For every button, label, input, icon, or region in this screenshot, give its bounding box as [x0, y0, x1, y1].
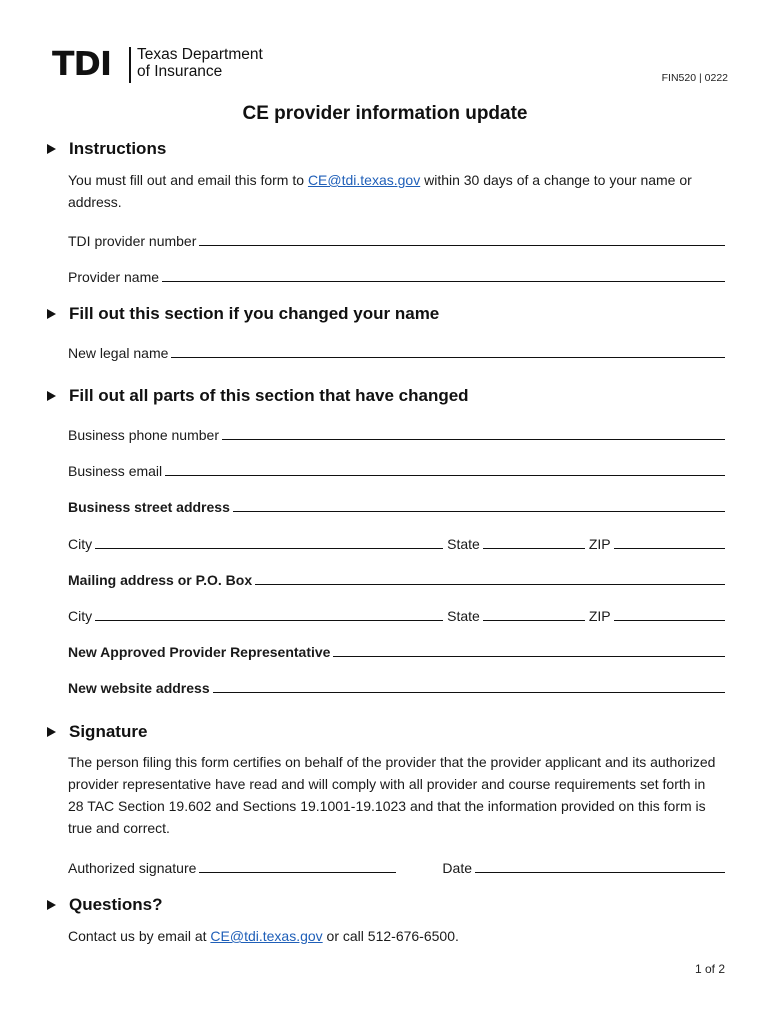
state-label: State — [447, 536, 480, 552]
street-address-label: Business street address — [68, 499, 230, 515]
page-title: CE provider information update — [242, 103, 528, 124]
provider-number-field[interactable] — [68, 229, 725, 249]
mailing-address-field[interactable] — [68, 568, 725, 588]
name-section-heading-text: Fill out this section if you changed your name — [69, 304, 440, 323]
instructions-heading-text: Instructions — [69, 139, 167, 158]
signature-date-row — [68, 856, 725, 876]
questions-heading-text: Questions? — [69, 895, 163, 914]
instructions-text — [68, 169, 728, 213]
new-legal-name-field[interactable] — [68, 341, 725, 361]
logo-divider — [129, 47, 131, 83]
new-legal-name-label: New legal name — [68, 345, 169, 361]
new-legal-name-line[interactable] — [171, 357, 725, 358]
street-address-field[interactable] — [68, 495, 725, 515]
questions-text-after: or call 512-676-6500. — [322, 928, 459, 944]
city-state-zip-row — [68, 532, 725, 552]
date-label: Date — [442, 860, 472, 876]
signature-text: The person filing this form certifies on behalf of the provider that the provider applicant and its authorized provider representative have read and will comply with all provider and course requirements set forth in 28 TAC Section 19.602 and Sections 19.1001-19.1023 and that the information provided on this form is true and correct. — [68, 754, 716, 836]
instructions-heading — [47, 139, 166, 159]
mailing-state-label: State — [447, 608, 480, 624]
page-number: 1 of 2 — [694, 962, 725, 976]
instructions-text-before: You must fill out and email this form to — [68, 172, 308, 188]
provider-number-label: TDI provider number — [68, 233, 197, 249]
tdi-logo: TDI — [52, 44, 112, 83]
triangle-right-icon — [47, 900, 56, 910]
website-field[interactable] — [68, 676, 725, 696]
authorized-signature-line[interactable] — [199, 872, 396, 873]
mailing-zip-line[interactable] — [614, 620, 725, 621]
website-line[interactable] — [213, 692, 725, 693]
city-label: City — [68, 536, 93, 552]
zip-label: ZIP — [588, 536, 611, 552]
questions-email-link[interactable]: CE@tdi.texas.gov — [210, 928, 323, 944]
mailing-state-line[interactable] — [483, 620, 585, 621]
agency-name-line1: Texas Department — [137, 46, 263, 63]
changes-section-heading-text: Fill out all parts of this section that have changed — [69, 386, 469, 405]
triangle-right-icon — [47, 391, 56, 401]
representative-label: New Approved Provider Representative — [68, 644, 331, 660]
questions-heading — [47, 895, 163, 915]
signature-heading-text: Signature — [69, 722, 148, 741]
business-email-line[interactable] — [165, 475, 725, 476]
street-address-line[interactable] — [233, 511, 725, 512]
triangle-right-icon — [47, 727, 56, 737]
business-phone-line[interactable] — [222, 439, 725, 440]
authorized-signature-label: Authorized signature — [68, 860, 197, 876]
email-link[interactable]: CE@tdi.texas.gov — [307, 172, 421, 188]
business-email-field[interactable] — [68, 459, 725, 479]
city-line[interactable] — [95, 548, 443, 549]
provider-number-line[interactable] — [199, 245, 725, 246]
mailing-city-line[interactable] — [95, 620, 443, 621]
triangle-right-icon — [47, 309, 56, 319]
mailing-address-line[interactable] — [255, 584, 725, 585]
mailing-address-label: Mailing address or P.O. Box — [68, 572, 253, 588]
website-label: New website address — [68, 680, 210, 696]
date-line[interactable] — [475, 872, 725, 873]
mailing-city-label: City — [68, 608, 93, 624]
provider-name-field[interactable] — [68, 265, 725, 285]
provider-name-label: Provider name — [68, 269, 160, 285]
name-section-heading — [47, 304, 439, 324]
business-phone-label: Business phone number — [68, 427, 219, 443]
questions-text — [68, 925, 728, 947]
agency-name-line2: of Insurance — [137, 63, 223, 80]
mailing-zip-label: ZIP — [588, 608, 611, 624]
business-phone-field[interactable] — [68, 423, 725, 443]
instructions-text-after: within 30 days of a change to your name or address. — [68, 172, 692, 210]
agency-name — [137, 46, 263, 80]
zip-line[interactable] — [614, 548, 725, 549]
questions-text-before: Contact us by email at — [68, 928, 211, 944]
signature-heading — [47, 722, 147, 742]
provider-name-line[interactable] — [162, 281, 725, 282]
triangle-right-icon — [47, 144, 56, 154]
business-email-label: Business email — [68, 463, 163, 479]
mailing-city-state-zip-row — [68, 604, 725, 624]
form-number: FIN520 | 0222 — [661, 72, 728, 84]
representative-line[interactable] — [333, 656, 725, 657]
representative-field[interactable] — [68, 640, 725, 660]
state-line[interactable] — [483, 548, 585, 549]
changes-section-heading — [47, 386, 469, 406]
